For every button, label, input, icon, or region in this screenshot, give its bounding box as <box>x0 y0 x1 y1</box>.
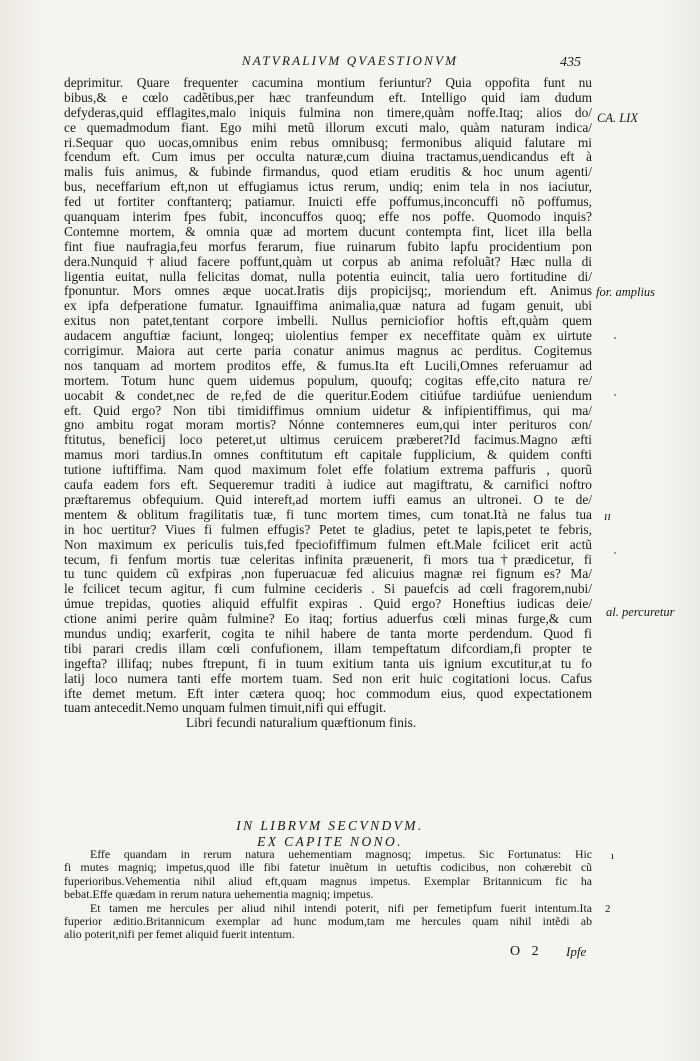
text-line: tibi parari credis illam cœli confufionem, illam tempeftatum difcordiam,fi propter te <box>64 641 592 656</box>
text-line: latij loco numera tanti effe mortem tuam. Sed non erit huic cogitationi locus. Cafus <box>64 671 592 686</box>
text-line: fcendum eft. Cum imus per occulta naturæ,cum diuina tractamus,uendicandus eft à <box>64 150 592 165</box>
text-line: bibus,& e cœlo cadẽtibus,per hæc tranfeundum eft. Intelligo quid iam dudum <box>64 90 592 105</box>
text-line: ifte demet metum. Eft inter cætera quoq; hoc commodum eius, quod expectationem <box>64 686 592 701</box>
text-line: quanquam interim fpes fubit, inconcuffos quoq; effe nos poffe. Quomodo inquis? <box>64 210 592 225</box>
text-line: in hoc uertitur? Viues fi fulmen effugis? Petet te gladius, petet te lapis,petet te febris, <box>64 522 592 537</box>
text-line: Contemne mortem, & omnia quæ ad mortem ducunt contempta fint, licet illa bella <box>64 224 592 239</box>
text-line: corrigimur. Maiora aut certe paria conatur animus magnus ac perditus. Cogitemus <box>64 344 592 359</box>
note-line: alio poterit,nifi per femet aliquid fuerit intentum. <box>64 928 295 942</box>
text-line: gno ambitu rogat moram mortis? Nónne contemneres eum,qui inter perituros con/ <box>64 418 592 433</box>
text-line: mundus undiq; exarferit, cogita te nihil habere de tanta morte perdendum. Quod fi <box>64 626 592 641</box>
note-number: 2 <box>605 903 611 915</box>
text-line: exitus non patet,tentant corpore imbelli. Nullus perniciofior hoftis eft,quàm quem <box>64 314 592 329</box>
main-text-block <box>64 76 592 731</box>
text-line: Non maximum ex periculis tuis,fed fpeciofiffimum fulmen eft.Male fcilicet erit actũ <box>64 537 592 552</box>
text-line: ex ipfa defperatione fumatur. Ignauiffima animalia,quæ natura ad fugam genuit, ubi <box>64 299 592 314</box>
text-line: nos tanquam ad mortem proditos effe, & fumus.Ita eft Lucili,Omnes referuamur ad <box>64 358 592 373</box>
margin-dot <box>614 552 616 554</box>
text-line: Libri fecundi naturalium quæftionum finis. <box>186 716 417 731</box>
text-line: tuam antecedit.Nemo unquam fulmen timuit,nifi qui effugit. <box>64 701 387 716</box>
note-number: ı <box>611 850 615 862</box>
text-line: uocabit & condet,nec de re,fed de die queritur.Eodem citiúfue tardiúfue ueniendum <box>64 388 592 403</box>
text-line: tecum, fi fenfum mortis tuæ celeritas infinita præuenerit, fi mors tua†prædicetur, fi <box>64 552 592 567</box>
text-line: audacem anguftiæ faciunt, longeq; uiolentius femper ex neceffitate quàm ex uirtute <box>64 329 592 344</box>
text-line: fint fiue naufragia,feu morfus ferarum, fiue ruinarum fubito lapfu procidentium pon <box>64 239 592 254</box>
text-line: defyderas,quid efflagites,malo iniquis fulmina non timere,quàm noffe.Itaq; alios do/ <box>64 105 592 120</box>
text-line: ri.Sequar quo uocas,omnibus enim rebus omnibusq; fermonibus aliquid falutare mi <box>64 135 592 150</box>
text-line: caufa eadem fors eft. Sequeremur traditi à iudice aut magiftratu, & carnifici noftro <box>64 478 592 493</box>
text-line: mortem. Totum hunc quem uidemus populum, quoufq; cogitas effe,cito natura re/ <box>64 373 592 388</box>
text-line: dera.Nunquid †aliud facere poffunt,quàm ut corpus ab anima refoluãt? Hæc nulla di <box>64 254 592 269</box>
catchword: Ipfe <box>566 944 587 959</box>
margin-dot <box>614 394 616 396</box>
margin-note-variant-1: for. amplius <box>596 285 656 299</box>
margin-note-number: ıı <box>604 509 611 523</box>
signature-mark: O 2 <box>510 944 543 959</box>
page-number: 435 <box>560 55 581 70</box>
running-head: NATVRALIVM QVAESTIONVM <box>241 53 459 68</box>
text-line: ctione animi perire quàm fulmine? Eo itaq; fortius aduerfus cœli minas furge,& cum <box>64 612 592 627</box>
section-heading-2: EX CAPITE NONO. <box>257 834 403 849</box>
note-line: fi mutes magniq; impetus,quod ille fibi fatetur inuẽtum in uetuftis codicibus, non cohærebit cũ <box>64 861 592 875</box>
note-line: Et tamen me hercules per aliud nihil intendi poterit, nifi per femetipfum fuerit intentum.Ita <box>90 901 592 915</box>
note-line: fuperioribus.Vehementia nihil aliud eft,quam magnus impetus. Exemplar Britannicum fic ha <box>64 874 592 888</box>
text-line: mamus mori tardius.In omnes conftitutum eft capitale fupplicium, & quidem confti <box>64 448 592 463</box>
text-line: præftaremus obfequium. Quid intereft,ad mortem iuffi eamus an ultronei. O te de/ <box>64 492 592 507</box>
text-line: bus, neceffarium eft,non ut effugiamus ictus rerum, undiq; enim tela in nos iaciutur, <box>64 180 592 195</box>
text-line: deprimitur. Quare frequenter cacumina montium feriuntur? Quia oppofita funt nu <box>64 76 592 90</box>
text-line: le fcilicet tecum agitur, fi cum fulmine cecideris . Si pauefcis ad cœli fragorem,nubi/ <box>64 582 592 597</box>
text-line: malis fuis animus, & fubinde firmandus, quod etiam eruditis & hoc unum agenti/ <box>64 165 592 180</box>
margin-note-variant-2: al. percuretur <box>606 605 675 619</box>
note-line: Effe quandam in rerum natura uehementiam magnosq; impetus. Sic Fortunatus: Hic <box>90 848 592 861</box>
notes-block <box>64 848 592 942</box>
text-line: ftitutus, beneficij loco peteret,ut ultimus ceruicem præberet?Id facimus.Magno æfti <box>64 433 592 448</box>
text-line: mentem & oblitum fragilitatis tuæ, fi tunc mortem times, cum tonat.Ità ne falus tua <box>64 507 592 522</box>
text-line: ingefta? illifaq; nubes ftrepunt, fi in tuum exitium tanta uis ignium excutitur,at tu fo <box>64 656 592 671</box>
text-line: eft. Quid ergo? Non tibi timidiffimus omnium uidetur & infipientiffimus, qui ma/ <box>64 403 592 418</box>
text-line: tutione iuftiffima. Nam quod maximum folet effe folatium extrema paffuris , quorũ <box>64 463 592 478</box>
note-line: bebat.Effe quædam in rerum natura uehementia magniq; impetus. <box>64 888 374 902</box>
margin-note-chapter: CA. LIX <box>597 111 638 125</box>
text-line: tu tunc quidem cũ exfpiras ,non fuperuacuæ fed alicuius magnæ rei fignum es? Ma/ <box>64 567 592 582</box>
text-line: ce quemadmodum fiant. Ego mihi metũ illorum excuti malo, quàm naturam indica/ <box>64 120 592 135</box>
margin-dot <box>614 337 616 339</box>
text-line: ligentia euitat, nulla felicitas domat, nulla potentia euincit, talia uero fortitudine di/ <box>64 269 592 284</box>
text-line: fponuntur. Mors omnes æque uocat.Iratis dijs propicijsq;, moriendum eft. Animus <box>64 284 592 299</box>
note-line: fuperior æditio.Britannicum exemplar ad hunc modum,tam me hercules quam nihil intẽdi ab <box>64 914 592 928</box>
text-line: fed ut fortiter conftanterq; patiamur. Inuicti effe poffumus,inconcuffi nõ poffumus, <box>64 195 592 210</box>
text-line: úmue trepidas, quoties aliquid effulfit expiras . Quid ergo? Honeftius iudicas deie/ <box>64 597 592 612</box>
section-heading-1: IN LIBRVM SECVNDVM. <box>236 818 424 833</box>
